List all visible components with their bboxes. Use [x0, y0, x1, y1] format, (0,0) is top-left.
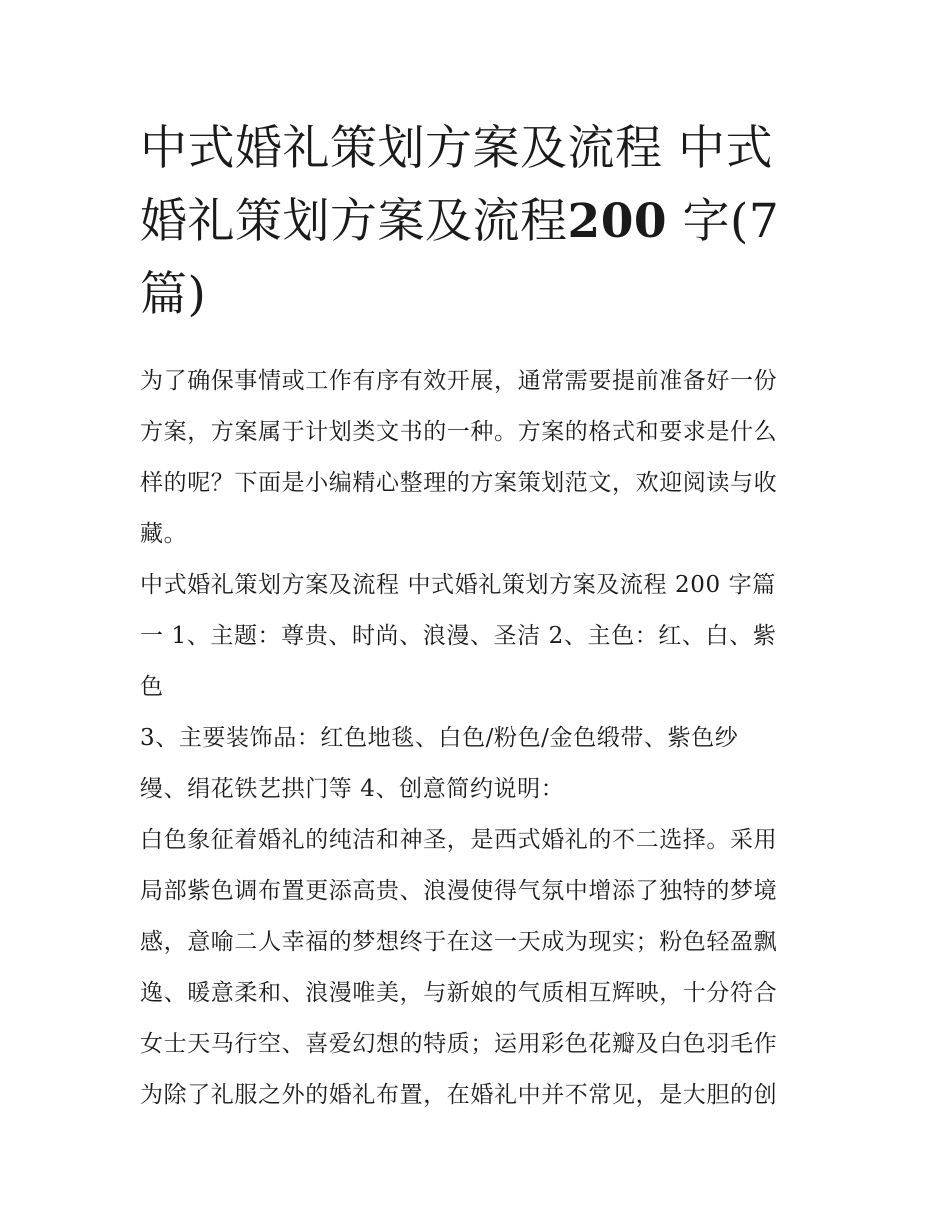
title-line: 篇)	[140, 267, 207, 322]
document-title	[140, 112, 812, 331]
text-line: 3、主要装饰品：红色地毯、白色/粉色/金色缎带、紫色纱	[140, 725, 739, 751]
title-line: 中式婚礼策划方案及流程 中式	[140, 121, 773, 176]
text-line: 白色象征着婚礼的纯洁和神圣，是西式婚礼的不二选择。采用	[140, 827, 778, 853]
text-line: 感，意喻二人幸福的梦想终于在这一天成为现实；粉色轻盈飘	[140, 929, 778, 955]
section-one-paragraph	[140, 560, 812, 713]
title-line	[140, 185, 812, 258]
text-line: 女士天马行空、喜爱幻想的特质；运用彩色花瓣及白色羽毛作	[140, 1031, 778, 1057]
text-line: 方案，方案属于计划类文书的一种。方案的格式和要求是什么	[140, 419, 778, 445]
title-text: 婚礼策划方案及流程	[140, 194, 568, 249]
text-line: 局部紫色调布置更添高贵、浪漫使得气氛中增添了独特的梦境	[140, 878, 778, 904]
text-line: 为除了礼服之外的婚礼布置，在婚礼中并不常见，是大胆的创	[140, 1082, 778, 1108]
decor-paragraph	[140, 713, 812, 815]
text-line: 逸、暖意柔和、浪漫唯美，与新娘的气质相互辉映，十分符合	[140, 980, 778, 1006]
white-meaning-paragraph	[140, 815, 812, 1121]
title-number: 200	[567, 194, 668, 249]
text-line: 缦、绢花铁艺拱门等 4、创意简约说明：	[140, 776, 565, 802]
text-line: 一 1、主题：尊贵、时尚、浪漫、圣洁 2、主色：红、白、紫	[140, 623, 777, 649]
title-text: 字(7	[667, 194, 780, 249]
document-page	[140, 112, 812, 1121]
text-line: 藏。	[140, 521, 188, 547]
intro-paragraph	[140, 356, 812, 560]
text-line: 为了确保事情或工作有序有效开展，通常需要提前准备好一份	[140, 368, 778, 394]
text-line: 色	[140, 674, 164, 700]
text-line: 中式婚礼策划方案及流程 中式婚礼策划方案及流程 200 字篇	[140, 572, 776, 598]
text-line: 样的呢？下面是小编精心整理的方案策划范文，欢迎阅读与收	[140, 470, 778, 496]
